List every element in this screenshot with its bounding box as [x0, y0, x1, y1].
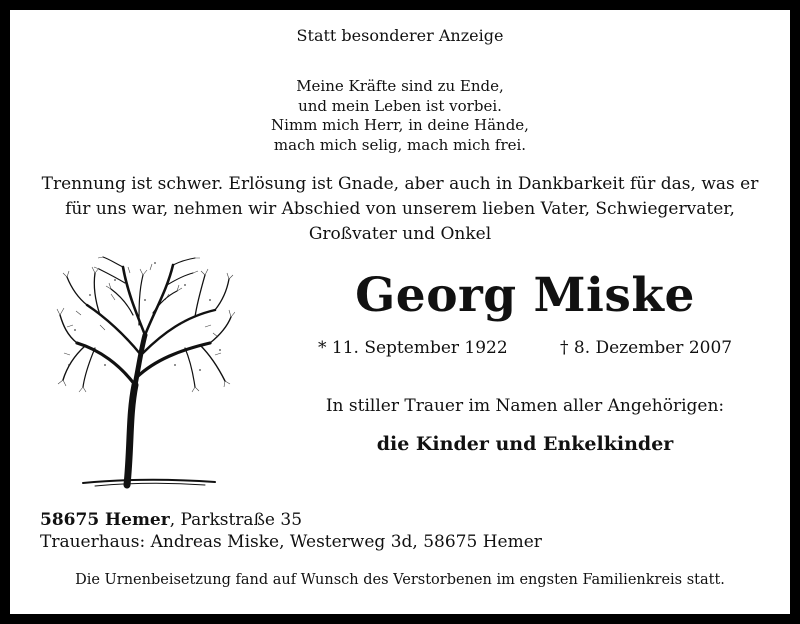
poem-line: Meine Kräfte sind zu Ende,: [296, 77, 504, 95]
lead-text: [0, 172, 800, 247]
address-city: 58675 Hemer: [40, 510, 170, 530]
address-line: [40, 510, 302, 530]
intro-line: Statt besonderer Anzeige: [296, 26, 504, 45]
poem: [0, 77, 800, 155]
mourning-line: In stiller Trauer im Namen aller Angehörigen:: [325, 396, 725, 416]
house-of-mourning: Trauerhaus: Andreas Miske, Westerweg 3d, 58675 Hemer: [40, 532, 542, 552]
deceased-name: Georg Miske: [355, 268, 695, 323]
lead-line: Trennung ist schwer. Erlösung ist Gnade, aber auch in Dankbarkeit für das, was er: [41, 174, 759, 194]
birth-date: * 11. September 1922: [318, 338, 508, 358]
tree-icon: [55, 255, 235, 490]
family-line: die Kinder und Enkelkinder: [376, 433, 674, 455]
poem-line: Nimm mich Herr, in deine Hände,: [271, 116, 529, 134]
lead-line: Großvater und Onkel: [308, 224, 492, 244]
footer-note: Die Urnenbeisetzung fand auf Wunsch des Verstorbenen im engsten Familienkreis statt.: [75, 572, 725, 588]
address-street: , Parkstraße 35: [169, 510, 303, 530]
poem-line: und mein Leben ist vorbei.: [298, 96, 502, 115]
lead-line: für uns war, nehmen wir Abschied von unserem lieben Vater, Schwiegervater,: [65, 199, 735, 219]
poem-line: mach mich selig, mach mich frei.: [273, 135, 527, 154]
death-date: † 8. Dezember 2007: [560, 338, 733, 358]
